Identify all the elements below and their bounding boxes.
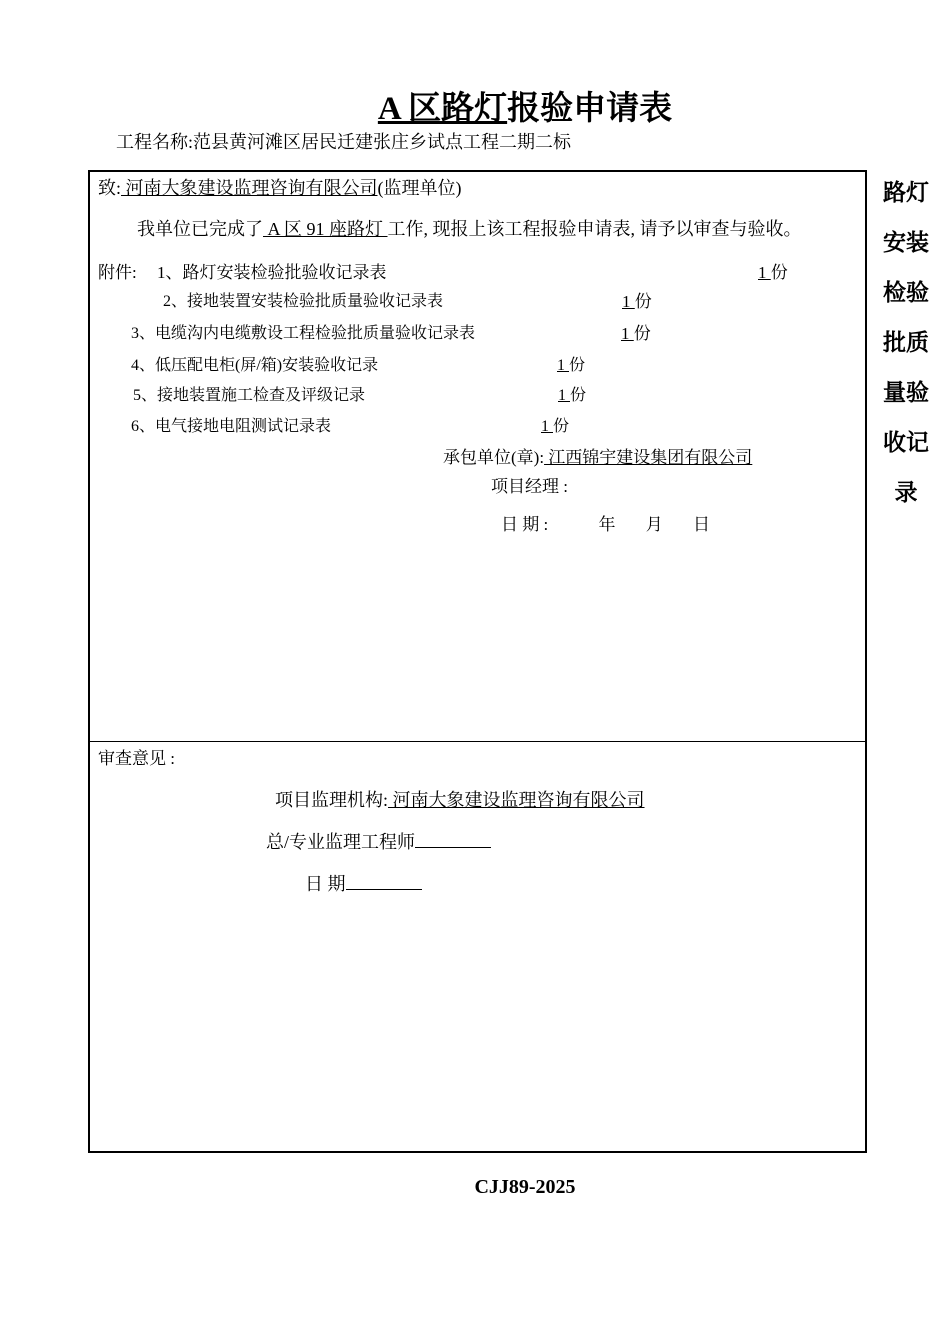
contractor-line	[443, 443, 752, 468]
engineer-signature-blank[interactable]	[415, 831, 491, 848]
attachment-item: 5、接地装置施工检查及评级记录	[133, 387, 366, 404]
contractor-label: 承包单位(章):	[443, 448, 545, 467]
statement-pre: 我单位已完成了	[137, 219, 263, 239]
attachment-qty: 1 份	[622, 292, 652, 311]
review-label: 审查意见 :	[98, 749, 175, 768]
attachment-qty: 1 份	[621, 324, 651, 343]
review-date-blank[interactable]	[346, 873, 422, 890]
attachment-qty: 1 份	[541, 418, 570, 435]
attachment-qty: 1 份	[758, 263, 788, 282]
attachment-item: 3、电缆沟内电缆敷设工程检验批质量验收记录表	[131, 325, 476, 342]
contractor-name: 江西锦宇建设集团有限公司	[544, 448, 753, 467]
attachments-label: 附件:	[98, 263, 137, 282]
attachment-qty: 1 份	[557, 357, 586, 374]
engineer-line	[266, 828, 491, 854]
to-label: 致:	[98, 178, 122, 198]
statement	[137, 215, 802, 241]
page-title	[0, 82, 950, 129]
engineer-label: 总/专业监理工程师	[266, 832, 416, 852]
attachment-item: 2、接地装置安装检验批质量验收记录表	[163, 293, 444, 310]
attachment-item: 1、路灯安装检验批验收记录表	[157, 263, 387, 282]
date-label: 日 期 :	[501, 515, 549, 534]
title-suffix: 报验申请表	[507, 91, 673, 127]
review-org-name: 河南大象建设监理咨询有限公司	[388, 790, 645, 810]
to-suffix: (监理单位)	[377, 178, 462, 198]
statement-work: A 区 91 座路灯	[263, 219, 388, 239]
attachment-qty: 1 份	[558, 387, 587, 404]
title-prefix: A 区路灯	[377, 91, 508, 127]
attachment-item: 6、电气接地电阻测试记录表	[131, 418, 332, 435]
review-date-label: 日 期	[305, 874, 346, 894]
side-title: 路灯 安装 检验 批质 量验 收记 录	[883, 180, 929, 506]
statement-post: 工作, 现报上该工程报验申请表, 请予以审查与验收。	[387, 219, 802, 239]
to-line	[98, 174, 462, 200]
section-divider	[88, 741, 865, 742]
standard-code: CJJ89-2025	[474, 1176, 576, 1198]
review-date-line	[305, 870, 422, 896]
attachment-item: 4、低压配电柜(屏/箱)安装验收记录	[131, 357, 379, 374]
date-line: 日 期 : 年 月 日	[501, 515, 710, 534]
supervisor-unit: 河南大象建设监理咨询有限公司	[121, 178, 378, 198]
project-name: 工程名称:范县黄河滩区居民迁建张庄乡试点工程二期二标	[116, 132, 571, 152]
review-org-line	[275, 786, 645, 812]
manager-label: 项目经理 :	[491, 477, 568, 496]
review-org-label: 项目监理机构:	[275, 790, 389, 810]
form-frame	[88, 170, 867, 1153]
